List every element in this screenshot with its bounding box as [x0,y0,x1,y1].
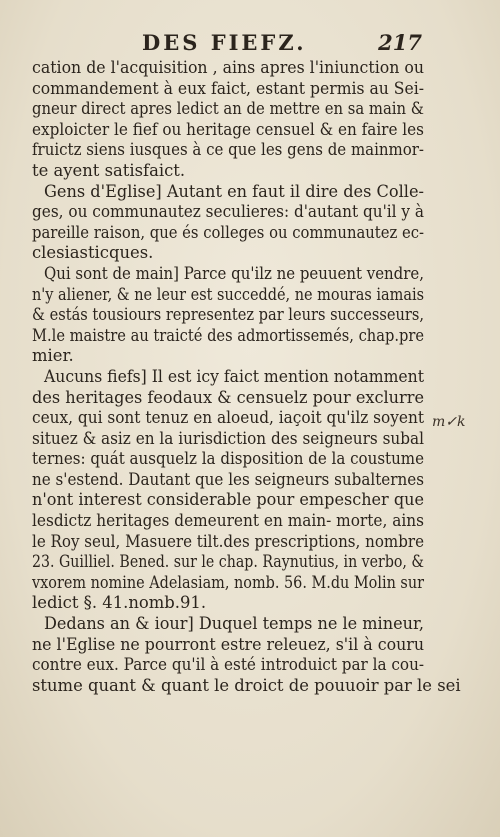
text-line: ges, ou communautez seculieres: d'autant qu'il y à [32,202,424,222]
text-line: ne s'estend. Dautant que les seigneurs subalternes [32,469,424,489]
text-line: n'ont interest considerable pour empescher que [32,490,424,510]
text-line: cation de l'acquisition , ains apres l'iniunction ou [32,58,424,77]
text-line: le Roy seul, Masuere tilt.des prescriptions, nombre [32,531,424,551]
text-line: M.le maistre au traicté des admortissemés, chap.pre [32,325,424,345]
text-line: ternes: quát ausquelz la disposition de la coustume [32,449,424,469]
text-line: contre eux. Parce qu'il à esté introduict par la cou- [32,655,424,675]
text-line: & estás tousiours representez par leurs successeurs, [32,305,424,325]
text-line: situez & asiz en la iurisdiction des seigneurs subal [32,428,424,448]
text-line: fruictz siens iusques à ce que les gens de mainmor- [32,140,424,160]
text-line: ne l'Eglise ne pourront estre releuez, s'il à couru [32,634,424,654]
text-line: te ayent satisfaict. [32,160,186,180]
text-line: lesdictz heritages demeurent en main- morte, ains [32,511,424,531]
text-line: exploicter le fief ou heritage censuel & en faire les [32,119,424,139]
text-line: n'y aliener, & ne leur est succeddé, ne mouras iamais [32,284,424,304]
running-head [30,30,480,54]
text-line: pareille raison, que és colleges ou communautez ec- [32,222,424,242]
text-line: mier. [32,346,74,366]
page-number: 217 [378,30,422,55]
text-line: ledict §. 41.nomb.91. [32,593,207,613]
text-line: commandement à eux faict, estant permis au Sei- [32,78,424,98]
text-line: Aucuns fiefs] Il est icy faict mention notamment [44,366,424,386]
text-line: stume quant & quant le droict de pouuoir par le sei [32,675,461,695]
text-line: Gens d'Eglise] Autant en faut il dire des Colle- [44,181,424,201]
text-line: ceux, qui sont tenuz en aloeud, iaçoit qu'ilz soyent [32,408,424,428]
text-line: clesiasticques. [32,243,154,263]
text-line: Qui sont de main] Parce qu'ilz ne peuuent vendre, [44,263,424,283]
text-line: Dedans an & iour] Duquel temps ne le mineur, [44,614,424,634]
text-line: vxorem nomine Adelasiam, nomb. 56. M.du Molin sur [32,572,424,592]
text-line: des heritages feodaux & censuelz pour exclurre [32,387,424,407]
running-title: DES FIEFZ. [142,30,307,55]
text-line: gneur direct apres ledict an de mettre en sa main & [32,99,424,119]
margin-annotation: m✓k [432,414,466,430]
text-line: 23. Guilliel. Bened. sur le chap. Raynutius, in verbo, & [32,552,424,572]
